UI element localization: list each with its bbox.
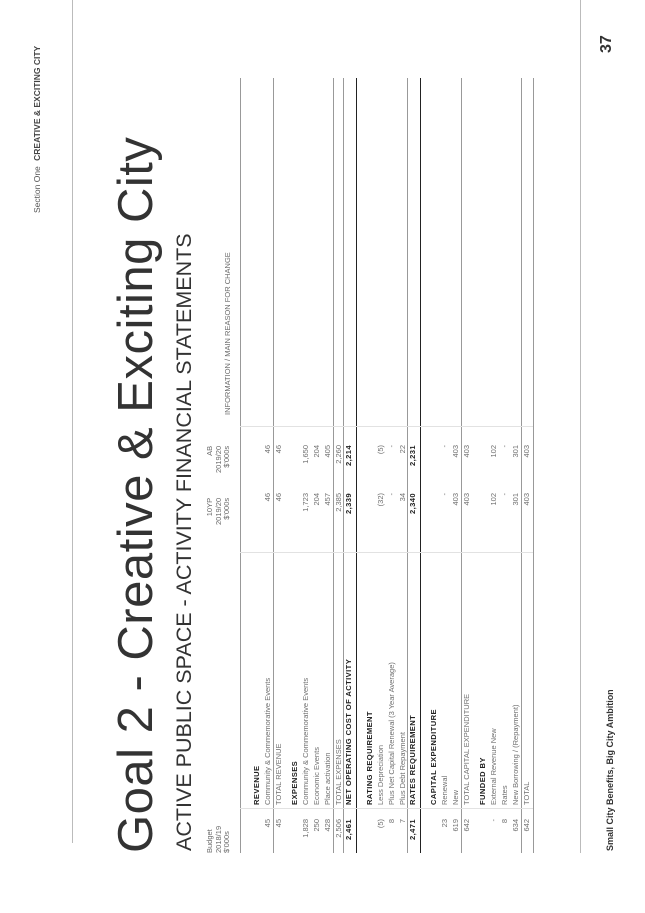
page-title: Goal 2 - Creative & Exciting City <box>109 136 163 853</box>
table-row-label: Plus Debt Repayment <box>397 732 407 805</box>
table-row-label: TOTAL <box>521 781 531 805</box>
table-cell-ab: 102 <box>489 445 499 458</box>
table-row-label: Plus Net Capital Renewal (3 Year Average) <box>386 662 396 805</box>
page-subtitle: ACTIVE PUBLIC SPACE - ACTIVITY FINANCIAL STATEMENTS <box>172 233 196 851</box>
table-row-label: FUNDED BY <box>478 757 488 805</box>
col-header-ab-line: AB <box>205 445 214 456</box>
financial-table <box>0 78 645 853</box>
table-cell-budget: 2,506 <box>333 819 343 838</box>
table-rule <box>521 78 522 853</box>
table-cell-ab: 405 <box>322 445 332 458</box>
table-row-label: Community & Commemorative Events <box>301 677 311 805</box>
table-cell-10yp: 2,340 <box>408 493 418 515</box>
table-cell-10yp: 403 <box>461 493 471 506</box>
table-rule <box>461 78 462 853</box>
table-cell-10yp: - <box>440 493 449 496</box>
col-header-10yp-line: 2019/20 <box>213 497 223 525</box>
table-row-label: Economic Events <box>312 747 321 805</box>
table-cell-10yp: 2,339 <box>344 493 354 515</box>
table-cell-ab: (5) <box>376 445 385 455</box>
table-cell-ab: 2,260 <box>333 445 343 464</box>
table-cell-budget: 8 <box>500 819 509 824</box>
table-cell-budget: 250 <box>312 819 321 832</box>
table-row-label: EXPENSES <box>290 760 300 805</box>
table-cell-budget: 2,471 <box>408 819 418 841</box>
table-cell-budget: 23 <box>440 819 449 828</box>
table-cell-budget: 428 <box>322 819 332 832</box>
table-cell-ab: 2,214 <box>344 445 354 467</box>
table-cell-10yp: 204 <box>312 493 321 506</box>
table-cell-10yp: 46 <box>262 493 272 502</box>
table-cell-10yp: 403 <box>521 493 531 506</box>
table-cell-ab: - <box>440 445 449 448</box>
table-cell-ab: 204 <box>312 445 321 458</box>
table-cell-ab: 403 <box>450 445 460 458</box>
table-cell-budget: 642 <box>461 819 471 832</box>
col-header-10yp-line: 10YP <box>205 497 214 517</box>
table-row-label: New Borrowing / (Repayment) <box>510 704 520 805</box>
table-row-label: TOTAL REVENUE <box>273 743 283 805</box>
table-row-label: External Revenue New <box>489 728 499 805</box>
table-row-label: Renewal <box>440 775 449 805</box>
table-cell-budget: 634 <box>510 819 520 832</box>
col-header-ab-line: $'000s <box>222 445 231 468</box>
table-row-label: CAPITAL EXPENDITURE <box>429 709 439 805</box>
table-row-label: Less Depreciation <box>376 744 385 805</box>
table-cell-budget: 642 <box>521 819 531 832</box>
table-rule <box>333 78 334 853</box>
table-cell-ab: 2,231 <box>408 445 418 467</box>
table-cell-ab: 1,650 <box>301 445 311 464</box>
table-cell-ab: - <box>386 445 396 448</box>
table-cell-ab: 403 <box>461 445 471 458</box>
table-cell-ab: 22 <box>397 445 407 454</box>
table-row-label: Community & Commemorative Events <box>262 677 272 805</box>
table-row-label: TOTAL CAPITAL EXPENDITURE <box>461 693 471 805</box>
section-prefix: Section One <box>32 166 42 213</box>
table-cell-budget: 2,461 <box>344 819 354 841</box>
table-cell-10yp: 457 <box>322 493 332 506</box>
column-divider <box>240 426 533 427</box>
column-divider <box>240 808 533 809</box>
table-cell-10yp: 2,385 <box>333 493 343 512</box>
footer-rule <box>580 0 581 853</box>
table-row-label: REVENUE <box>252 765 261 805</box>
col-header-10yp-line: $'000s <box>222 497 231 520</box>
table-row-label: RATES REQUIREMENT <box>408 714 418 805</box>
table-cell-10yp: 1,723 <box>301 493 311 512</box>
column-divider <box>240 552 533 553</box>
table-cell-10yp: 34 <box>397 493 407 502</box>
table-cell-10yp: - <box>500 493 509 496</box>
table-row-label: Place activation <box>322 752 332 805</box>
table-cell-ab: 301 <box>510 445 520 458</box>
table-rule <box>343 78 344 853</box>
table-cell-budget: - <box>489 819 499 822</box>
table-cell-budget: (5) <box>376 819 385 829</box>
table-cell-ab: 403 <box>521 445 531 458</box>
table-cell-ab: - <box>500 445 509 448</box>
footer-tagline: Small City Benefits, Big City Ambition <box>605 689 615 851</box>
table-rule <box>533 78 534 853</box>
table-rule <box>356 78 357 853</box>
table-row-label: TOTAL EXPENSES <box>333 739 343 805</box>
page-number: 37 <box>598 35 615 53</box>
table-row-label: New <box>450 789 460 805</box>
table-cell-10yp: 403 <box>450 493 460 506</box>
table-cell-10yp: 102 <box>489 493 499 506</box>
table-cell-10yp: 301 <box>510 493 520 506</box>
col-header-budget-line: Budget <box>205 829 214 853</box>
table-rule <box>273 78 274 853</box>
table-body <box>0 78 645 853</box>
col-header-budget-line: 2018/19 <box>213 825 223 853</box>
table-cell-10yp: 46 <box>273 493 283 502</box>
table-rule <box>240 78 241 853</box>
table-row-label: NET OPERATING COST OF ACTIVITY <box>344 658 354 805</box>
col-header-ab-line: 2019/20 <box>213 445 223 473</box>
table-cell-10yp: - <box>386 493 396 496</box>
table-rule <box>420 78 421 853</box>
table-cell-ab: 46 <box>262 445 272 454</box>
table-cell-budget: 7 <box>397 819 407 824</box>
col-header-info: INFORMATION / MAIN REASON FOR CHANGE <box>223 252 232 415</box>
table-cell-budget: 45 <box>262 819 272 828</box>
col-header-budget-line: $'000s <box>222 831 231 853</box>
table-cell-ab: 46 <box>273 445 283 454</box>
table-cell-budget: 1,828 <box>301 819 311 838</box>
table-rule <box>407 78 408 853</box>
table-cell-budget: 45 <box>273 819 283 828</box>
table-cell-10yp: (32) <box>376 493 385 507</box>
table-cell-budget: 8 <box>386 819 396 824</box>
table-row-label: RATING REQUIREMENT <box>365 711 375 805</box>
section-name: CREATIVE & EXCITING CITY <box>32 45 42 161</box>
table-row-label: Rates <box>500 785 509 805</box>
table-cell-budget: 619 <box>450 819 460 832</box>
